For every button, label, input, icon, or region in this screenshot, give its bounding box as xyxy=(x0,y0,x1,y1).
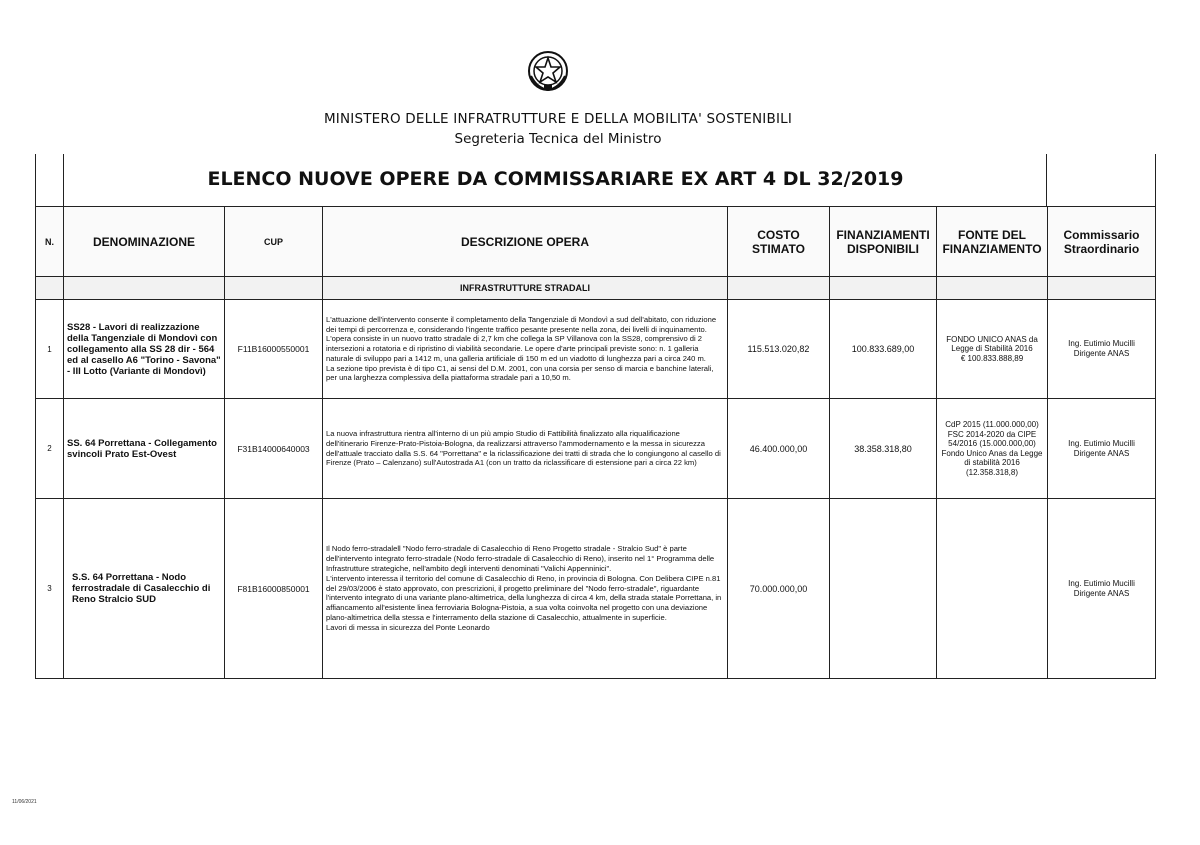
commissario-role: Dirigente ANAS xyxy=(1073,448,1130,458)
commissario-role: Dirigente ANAS xyxy=(1073,588,1130,598)
row-cup: F31B14000640003 xyxy=(225,399,323,499)
row-fonte xyxy=(937,300,1048,399)
row-commissario xyxy=(1048,300,1156,399)
row-finanziamenti: 38.358.318,80 xyxy=(830,399,937,499)
row-number: 1 xyxy=(36,300,64,399)
descrizione-paragraph: La nuova infrastruttura rientra all'interno di un più ampio Studio di Fattibilità finalizzato alla riqualificazione dell'itinerario Firenze-Prato-Pistoia-Bologna, da realizzarsi attraverso l'ammodernamento e la messa in sicurezza dell'attuale tracciato dalla S.S. 64 "Porrettana" e la riclassificazione dei tratti di strada che lo congiungono al casello di Firenze (Prato – Calenzano) sull'Autostrada A1 (con un tratto da riclassificare di estensione pari a circa 22 km) xyxy=(326,428,721,468)
works-table xyxy=(35,206,1156,679)
descrizione-paragraph: L'attuazione dell'intervento consente il completamento della Tangenziale di Mondovì a sud dell'abitato, con riduzione dei tempi di percorrenza e, considerando l'ingente traffico pesante presente nella zona, dei livelli di inquinamento. xyxy=(326,314,717,334)
row-number: 2 xyxy=(36,399,64,499)
footer-date: 11/06/2021 xyxy=(12,799,37,805)
italian-republic-emblem-icon xyxy=(527,50,569,92)
fonte-line: (12.358.318,8) xyxy=(965,467,1019,477)
row-denominazione: S.S. 64 Porrettana - Nodo ferrostradale di Casalecchio di Reno Stralcio SUD xyxy=(64,499,225,679)
section-label: INFRASTRUTTURE STRADALI xyxy=(323,277,728,300)
table-row xyxy=(36,300,1156,399)
row-finanziamenti xyxy=(830,499,937,679)
row-cup: F81B16000850001 xyxy=(225,499,323,679)
row-fonte xyxy=(937,499,1048,679)
row-commissario xyxy=(1048,399,1156,499)
section-row xyxy=(36,277,1156,300)
row-costo: 70.000.000,00 xyxy=(728,499,830,679)
row-descrizione xyxy=(323,499,728,679)
table-header-row xyxy=(36,207,1156,277)
row-denominazione: SS. 64 Porrettana - Collegamento svincoli Prato Est-Ovest xyxy=(64,399,225,499)
col-header-commissario: Commissario Straordinario xyxy=(1048,207,1156,277)
row-finanziamenti: 100.833.689,00 xyxy=(830,300,937,399)
col-header-fonte: FONTE DEL FINANZIAMENTO xyxy=(937,207,1048,277)
fonte-line: CdP 2015 (11.000.000,00) xyxy=(945,420,1039,429)
fonte-line: FSC 2014-2020 da CIPE 54/2016 (15.000.000,00) xyxy=(947,429,1037,448)
fonte-line: Fondo Unico Anas da Legge di stabilità 2016 xyxy=(941,448,1043,467)
row-cup: F11B16000550001 xyxy=(225,300,323,399)
descrizione-paragraph: Lavori di messa in sicurezza del Ponte Leonardo xyxy=(326,622,490,632)
table-row xyxy=(36,499,1156,679)
commissario-name: Ing. Eutimio Mucilli xyxy=(1068,438,1135,448)
commissario-role: Dirigente ANAS xyxy=(1073,349,1130,358)
descrizione-paragraph: Il Nodo ferro-stradalell "Nodo ferro-stradale di Casalecchio di Reno Progetto stradale - Stralcio Sud" è parte dell'intervento integrato ferro-stradale (Nodo ferro-stradale di Casalecchio di Reno), inserito nel 1° Programma delle Infrastrutture strategiche, nell'ambito degli interventi denominati "Valichi Appenninici". xyxy=(326,544,715,573)
col-header-cup: CUP xyxy=(225,207,323,277)
commissario-name: Ing. Eutimio Mucilli xyxy=(1068,578,1135,588)
col-header-n: N. xyxy=(36,207,64,277)
row-commissario xyxy=(1048,499,1156,679)
title-right-border xyxy=(1155,154,1156,206)
document-title: ELENCO NUOVE OPERE DA COMMISSARIARE EX ART 4 DL 32/2019 xyxy=(207,168,904,190)
ministry-name: MINISTERO DELLE INFRATRUTTURE E DELLA MOBILITA' SOSTENIBILI xyxy=(323,111,793,127)
row-fonte xyxy=(937,399,1048,499)
title-left-border xyxy=(35,154,36,206)
row-descrizione xyxy=(323,300,728,399)
row-descrizione xyxy=(323,399,728,499)
col-header-denominazione: DENOMINAZIONE xyxy=(64,207,225,277)
descrizione-paragraph: L'intervento interessa il territorio del comune di Casalecchio di Reno, in provincia di Bologna. Con Delibera CIPE n.81 del 29/03/2006 è stato approvato, con prescrizioni, il progetto preliminare del "Nodo ferro-stradale", riguardante l'intervento integrato di una variante plano-altimetrica, della lunghezza di circa 4 km, della strada statale Porrettana, in affiancamento all'esistente linea ferroviaria Bologna-Pistoia, a sua volta coinvolta nel progetto con una deviazione plano-altimetrica della stessa e l'interramento della stazione di Casalecchio, attualmente in superficie. xyxy=(326,573,722,622)
col-header-finanziamenti: FINANZIAMENTI DISPONIBILI xyxy=(830,207,937,277)
col-header-costo: COSTO STIMATO xyxy=(728,207,830,277)
col-header-descrizione: DESCRIZIONE OPERA xyxy=(323,207,728,277)
table-row xyxy=(36,399,1156,499)
row-denominazione: SS28 - Lavori di realizzazione della Tangenziale di Mondovì con collegamento alla SS 28 dir - 564 ed al casello A6 "Torino - Savona" - III Lotto (Variante di Mondovì) xyxy=(64,300,225,399)
row-costo: 115.513.020,82 xyxy=(728,300,830,399)
fonte-line: FONDO UNICO ANAS da Legge di Stabilità 2016 xyxy=(946,334,1038,354)
descrizione-paragraph: L'opera consiste in un nuovo tratto stradale di 2,7 km che collega la SP Villanova con la SS28, comprensivo di 2 intersezioni a rotatoria e di ripristino di viabilità secondarie. Le opere d'arte principali previste sono: n. 1 galleria naturale di sviluppo pari a 1412 m, una galleria artificiale di 150 m ed un viadotto di lunghezza pari a circa 240 m. xyxy=(326,334,706,363)
commissario-name: Ing. Eutimio Mucilli xyxy=(1068,339,1135,348)
secretariat-name: Segreteria Tecnica del Ministro xyxy=(454,131,662,147)
descrizione-paragraph: La sezione tipo prevista è di tipo C1, ai sensi del D.M. 2001, con una corsia per senso di marcia e banchine laterali, per una larghezza complessiva della piattaforma stradale pari a 10,50 m. xyxy=(326,363,714,383)
row-costo: 46.400.000,00 xyxy=(728,399,830,499)
fonte-line: € 100.833.888,89 xyxy=(960,353,1024,363)
row-number: 3 xyxy=(36,499,64,679)
